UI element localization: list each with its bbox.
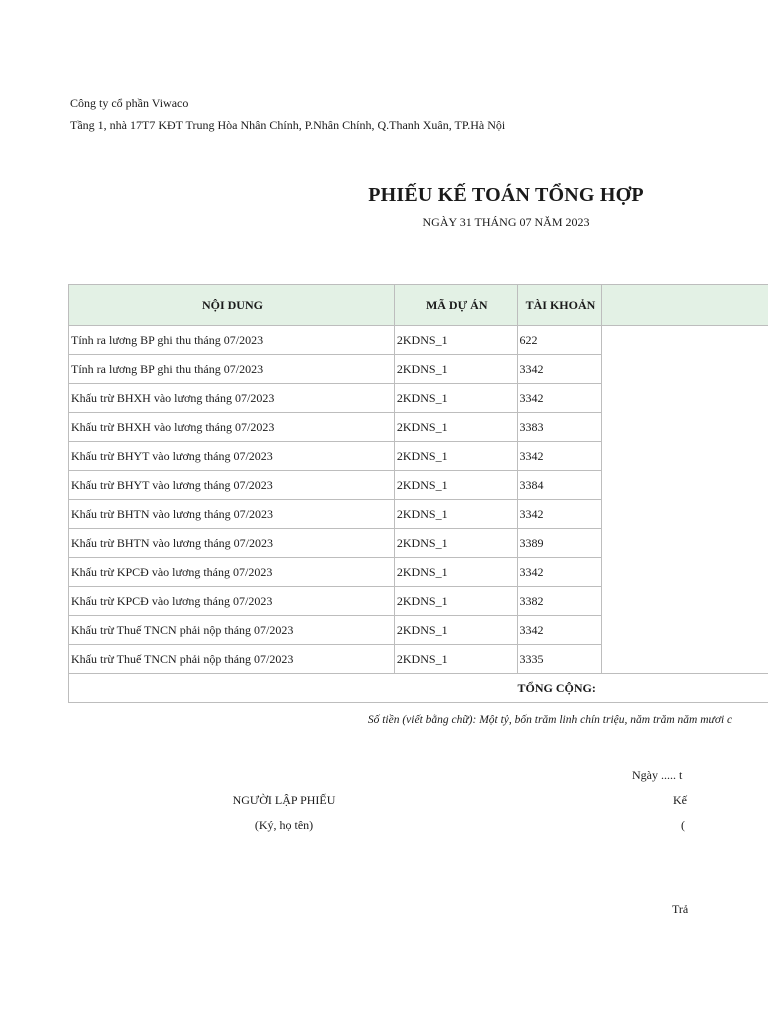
table-row — [69, 645, 768, 674]
cell-content: Khấu trừ KPCĐ vào lương tháng 07/2023 — [69, 587, 395, 616]
table-row — [69, 442, 768, 471]
cell-content: Khấu trừ BHXH vào lương tháng 07/2023 — [69, 413, 395, 442]
table-row — [69, 616, 768, 645]
signature-date: Ngày ..... t — [632, 768, 683, 782]
table-row — [69, 558, 768, 587]
accounting-table — [68, 284, 768, 703]
cell-project-code: 2KDNS_1 — [394, 558, 517, 587]
cell-project-code: 2KDNS_1 — [394, 645, 517, 674]
cell-content: Khấu trừ BHTN vào lương tháng 07/2023 — [69, 500, 395, 529]
cell-content: Khấu trừ BHTN vào lương tháng 07/2023 — [69, 529, 395, 558]
cell-account: 3384 — [517, 471, 602, 500]
cell-project-code: 2KDNS_1 — [394, 355, 517, 384]
cell-next — [602, 645, 768, 674]
chief-accountant-title: Trả — [672, 902, 689, 916]
amount-in-words: Số tiền (viết bằng chữ): Một tỷ, bốn trăm linh chín triệu, năm trăm năm mươi c — [367, 714, 733, 726]
cell-next — [602, 529, 768, 558]
cell-account: 3342 — [517, 616, 602, 645]
document-date: NGÀY 31 THÁNG 07 NĂM 2023 — [422, 215, 590, 229]
table-row — [69, 326, 768, 355]
cell-next — [602, 384, 768, 413]
table-row — [69, 413, 768, 442]
cell-content: Khấu trừ Thuế TNCN phải nộp tháng 07/2023 — [69, 645, 395, 674]
cell-content: Tính ra lương BP ghi thu tháng 07/2023 — [69, 355, 395, 384]
total-value — [602, 674, 768, 703]
table-row — [69, 471, 768, 500]
table-row — [69, 529, 768, 558]
cell-project-code: 2KDNS_1 — [394, 413, 517, 442]
table-row — [69, 587, 768, 616]
cell-next — [602, 355, 768, 384]
accountant-subtitle: ( — [681, 818, 685, 832]
cell-account: 3335 — [517, 645, 602, 674]
cell-next — [602, 587, 768, 616]
cell-account: 3389 — [517, 529, 602, 558]
cell-next — [602, 558, 768, 587]
cell-project-code: 2KDNS_1 — [394, 442, 517, 471]
col-header-content: NỘI DUNG — [69, 285, 395, 326]
cell-content: Tính ra lương BP ghi thu tháng 07/2023 — [69, 326, 395, 355]
company-address: Tầng 1, nhà 17T7 KĐT Trung Hòa Nhân Chính, P.Nhân Chính, Q.Thanh Xuân, TP.Hà Nội — [70, 118, 506, 132]
cell-project-code: 2KDNS_1 — [394, 587, 517, 616]
cell-project-code: 2KDNS_1 — [394, 529, 517, 558]
accountant-title: Kế — [673, 793, 687, 807]
company-name: Công ty cổ phần Viwaco — [70, 96, 189, 110]
cell-content: Khấu trừ Thuế TNCN phải nộp tháng 07/2023 — [69, 616, 395, 645]
cell-account: 3342 — [517, 384, 602, 413]
col-header-project-code: MÃ DỰ ÁN — [394, 285, 517, 326]
table-row — [69, 384, 768, 413]
cell-account: 3342 — [517, 442, 602, 471]
cell-project-code: 2KDNS_1 — [394, 616, 517, 645]
col-header-account: TÀI KHOẢN — [517, 285, 602, 326]
cell-content: Khấu trừ BHYT vào lương tháng 07/2023 — [69, 442, 395, 471]
total-row — [69, 674, 768, 703]
cell-account: 622 — [517, 326, 602, 355]
preparer-title: NGƯỜI LẬP PHIẾU — [232, 793, 336, 807]
cell-account: 3382 — [517, 587, 602, 616]
cell-content: Khấu trừ BHXH vào lương tháng 07/2023 — [69, 384, 395, 413]
total-label: TỔNG CỘNG: — [69, 674, 602, 703]
cell-content: Khấu trừ BHYT vào lương tháng 07/2023 — [69, 471, 395, 500]
table-row — [69, 355, 768, 384]
col-header-next — [602, 285, 768, 326]
cell-next — [602, 500, 768, 529]
cell-account: 3342 — [517, 355, 602, 384]
preparer-subtitle: (Ký, họ tên) — [254, 818, 314, 832]
table-header-row — [69, 285, 768, 326]
cell-next — [602, 471, 768, 500]
cell-account: 3342 — [517, 500, 602, 529]
cell-project-code: 2KDNS_1 — [394, 326, 517, 355]
document-title: PHIẾU KẾ TOÁN TỔNG HỢP — [368, 184, 644, 206]
table-row — [69, 500, 768, 529]
cell-account: 3383 — [517, 413, 602, 442]
cell-next — [602, 413, 768, 442]
cell-content: Khấu trừ KPCĐ vào lương tháng 07/2023 — [69, 558, 395, 587]
cell-project-code: 2KDNS_1 — [394, 384, 517, 413]
cell-next — [602, 616, 768, 645]
cell-next — [602, 442, 768, 471]
cell-project-code: 2KDNS_1 — [394, 471, 517, 500]
cell-project-code: 2KDNS_1 — [394, 500, 517, 529]
cell-account: 3342 — [517, 558, 602, 587]
cell-next — [602, 326, 768, 355]
